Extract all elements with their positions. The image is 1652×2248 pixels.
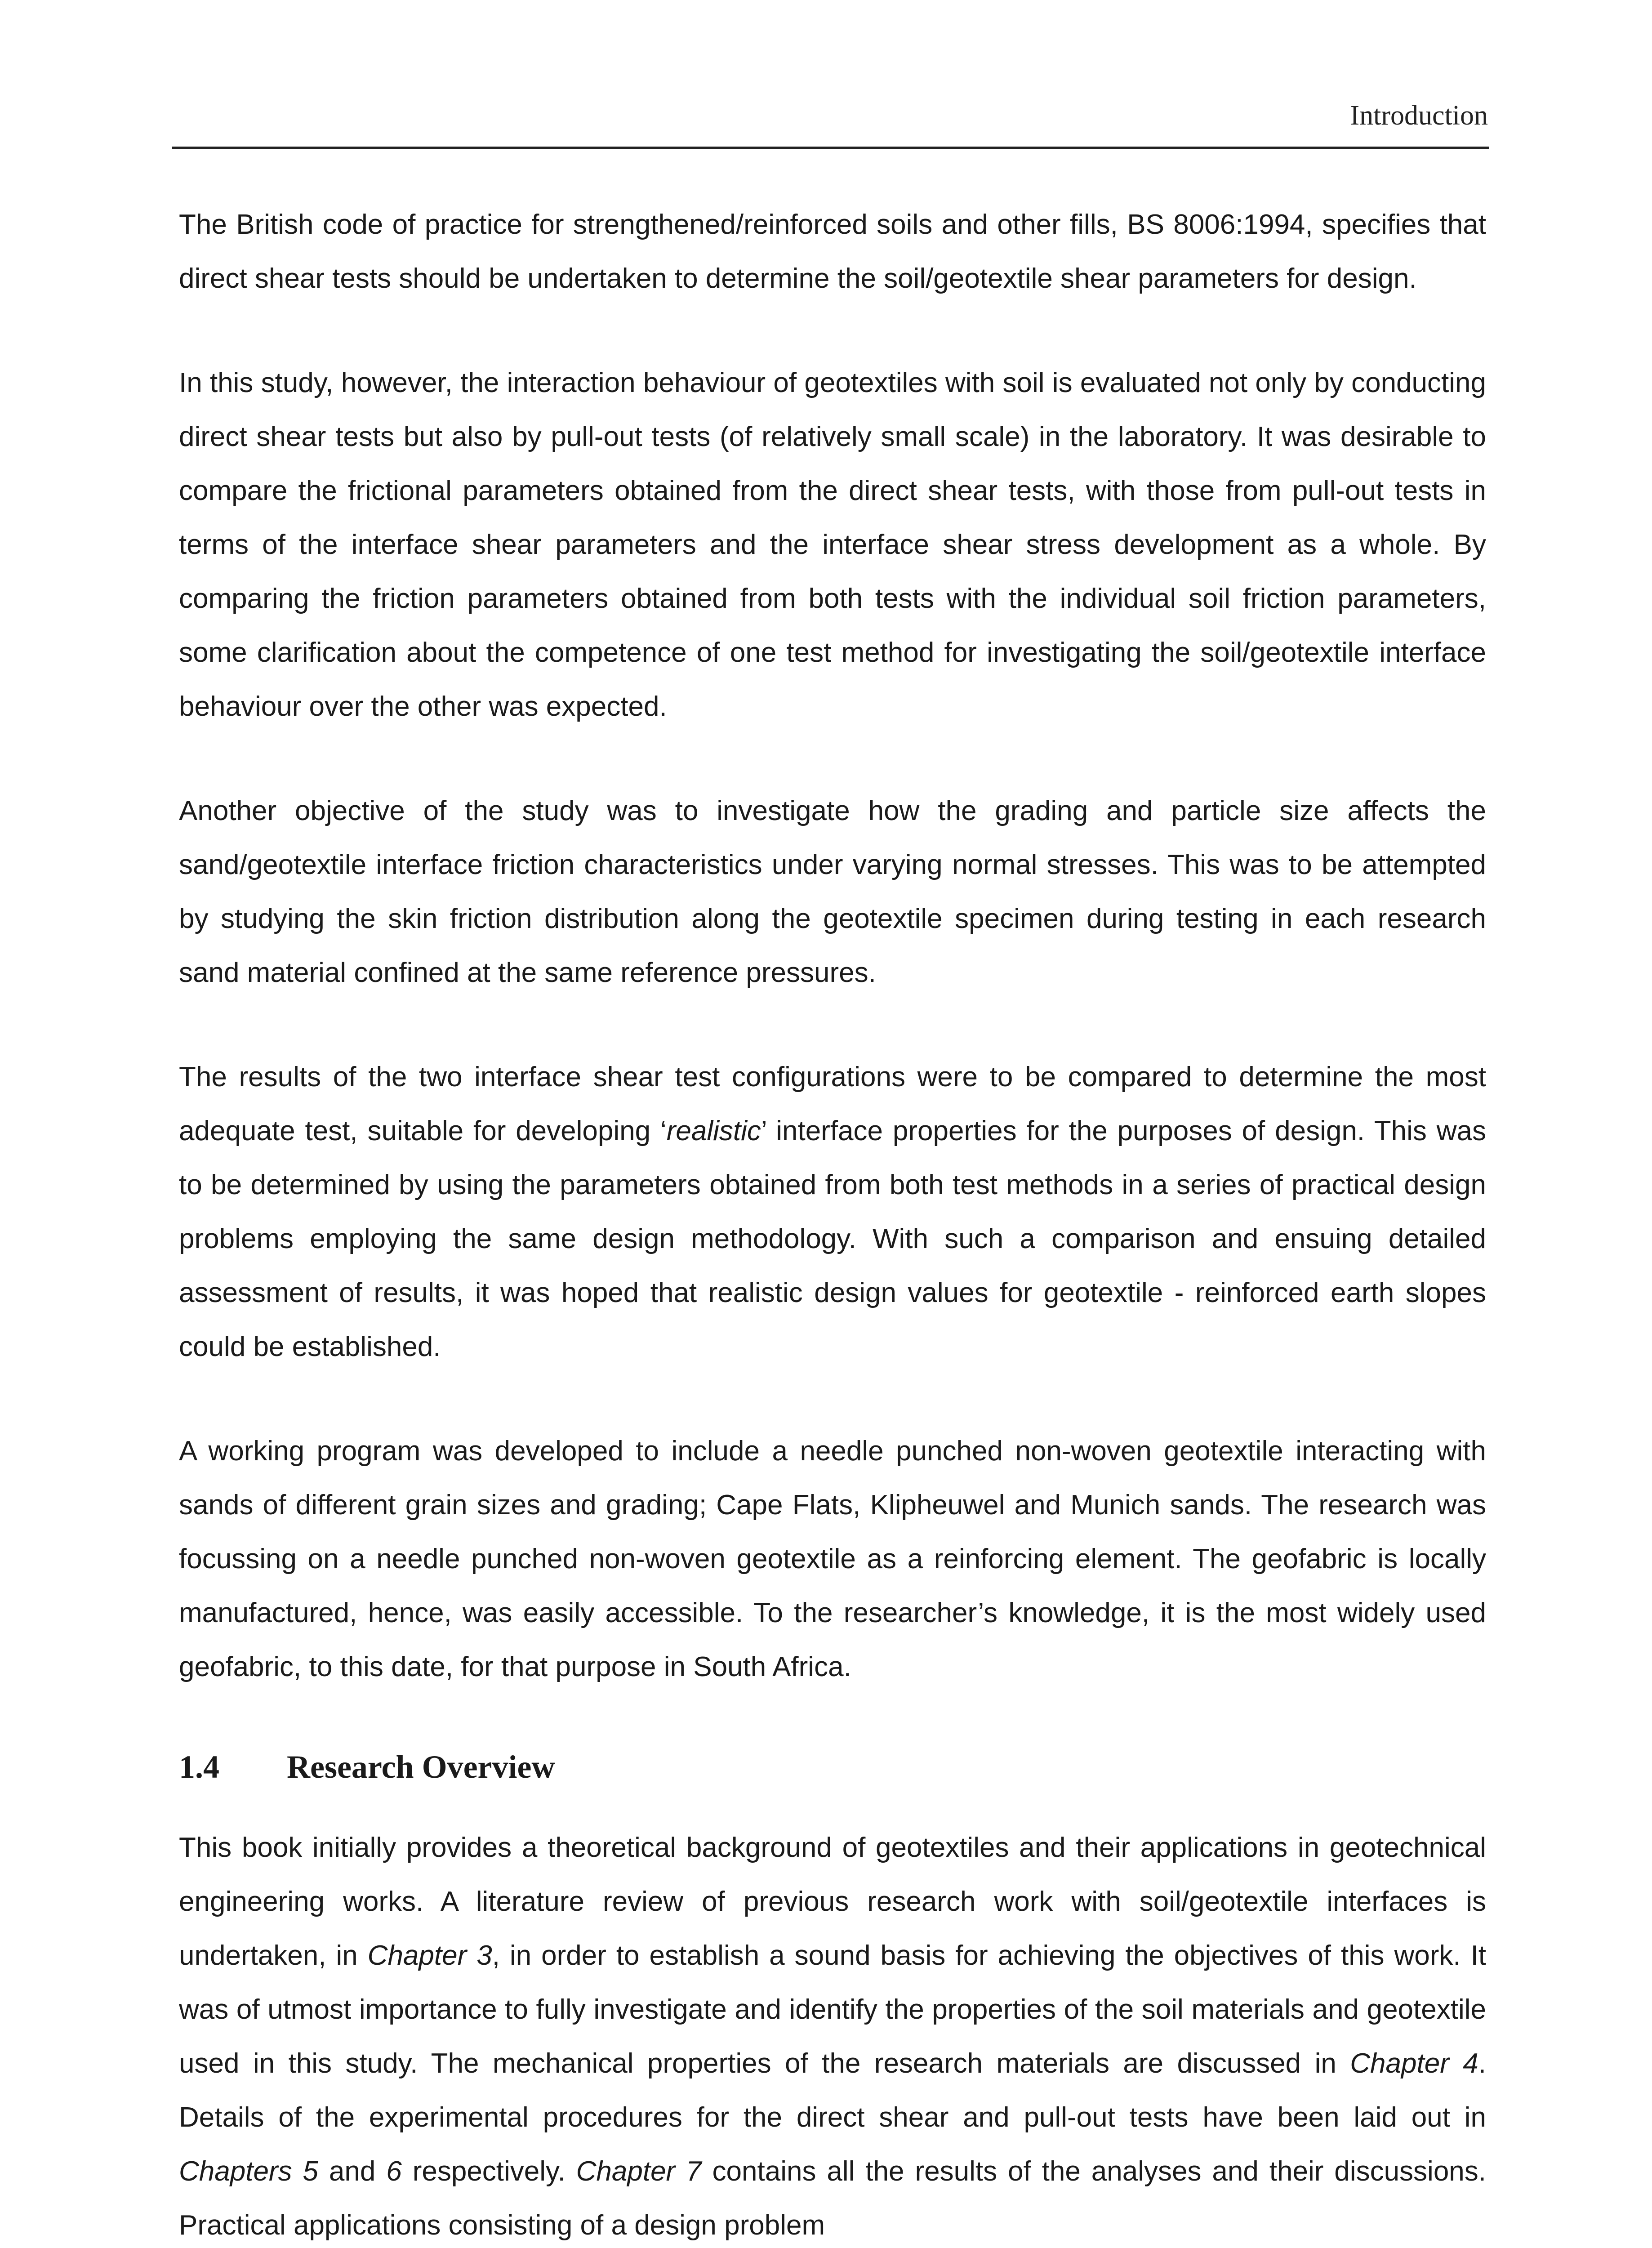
- chapter-reference: Chapter 4: [1350, 2048, 1478, 2079]
- paragraph-test-comparison: [179, 1050, 1486, 1374]
- paragraph-interaction-behaviour: In this study, however, the interaction behaviour of geotextiles with soil is evaluated not only by conducting direct shear tests but also by pull-out tests (of relatively small scale) in the laboratory. It was desirable to compare the frictional parameters obtained from the direct shear tests, with those from pull-out tests in terms of the interface shear parameters and the interface shear stress development as a whole. By comparing the friction parameters obtained from both tests with the individual soil friction parameters, some clarification about the competence of one test method for investigating the soil/geotextile interface behaviour over the other was expected.: [179, 367, 1486, 722]
- text-run: contains all the results of the analyses and their discussions. Practical applications consisting of a design problem: [179, 2156, 1487, 2241]
- text-run: ’ interface properties for the purposes of design. This was to be determined by using the parameters obtained from both test methods in a series of practical design problems employing the same design methodology. With such a comparison and ensuing detailed assessment of results, it was hoped that realistic design values for geotextile - reinforced earth slopes could be established.: [179, 1115, 1486, 1362]
- text-run: , in order to establish a sound basis for achieving the objectives of this work. It was of utmost importance to fully investigate and identify the properties of the soil materials and geotextile used in this study. The mechanical properties of the research materials are discussed in: [179, 1940, 1486, 2079]
- paragraph-bs8006: The British code of practice for strengthened/reinforced soils and other fills, BS 8006:1994, specifies that direct shear tests should be undertaken to determine the soil/geotextile shear parameters for design.: [179, 209, 1486, 294]
- chapter-reference: Chapters 5: [179, 2156, 318, 2187]
- chapter-reference: Chapter 3: [367, 1940, 492, 1971]
- paragraph-grading-objective: Another objective of the study was to investigate how the grading and particle size affects the sand/geotextile interface friction characteristics under varying normal stresses. This was to be attempted by studying the skin friction distribution along the geotextile specimen during testing in each research sand material confined at the same reference pressures.: [179, 795, 1486, 988]
- section-heading: [179, 1744, 1486, 1789]
- section-title: Research Overview: [287, 1749, 555, 1785]
- body-text: [179, 198, 1486, 2248]
- italic-term-realistic: realistic: [666, 1115, 761, 1146]
- text-run: The results of the two interface shear test configurations were to be compared to determine the most adequate test, suitable for developing ‘: [179, 1062, 1486, 1146]
- chapter-reference: 6: [386, 2156, 402, 2187]
- text-run: and: [318, 2156, 387, 2187]
- paragraph-research-overview: [179, 1821, 1486, 2248]
- header-rule: [172, 147, 1489, 149]
- paragraph-working-program: A working program was developed to include a needle punched non-woven geotextile interacting with sands of different grain sizes and grading; Cape Flats, Klipheuwel and Munich sands. The research was focussing on a needle punched non-woven geotextile as a reinforcing element. The geofabric is locally manufactured, hence, was easily accessible. To the researcher’s knowledge, it is the most widely used geofabric, to this date, for that purpose in South Africa.: [179, 1436, 1486, 1682]
- text-run: This book initially provides a theoretical background of geotextiles and their applications in geotechnical engineering works. A literature review of previous research work with soil/geotextile interfaces is undertaken, in: [179, 1832, 1486, 1971]
- text-run: respectively.: [401, 2156, 576, 2187]
- chapter-reference: Chapter 7: [576, 2156, 702, 2187]
- running-header: Introduction: [1350, 100, 1488, 131]
- section-number: 1.4: [179, 1749, 219, 1785]
- text-run: . Details of the experimental procedures for the direct shear and pull-out tests have been laid out in: [179, 2048, 1486, 2133]
